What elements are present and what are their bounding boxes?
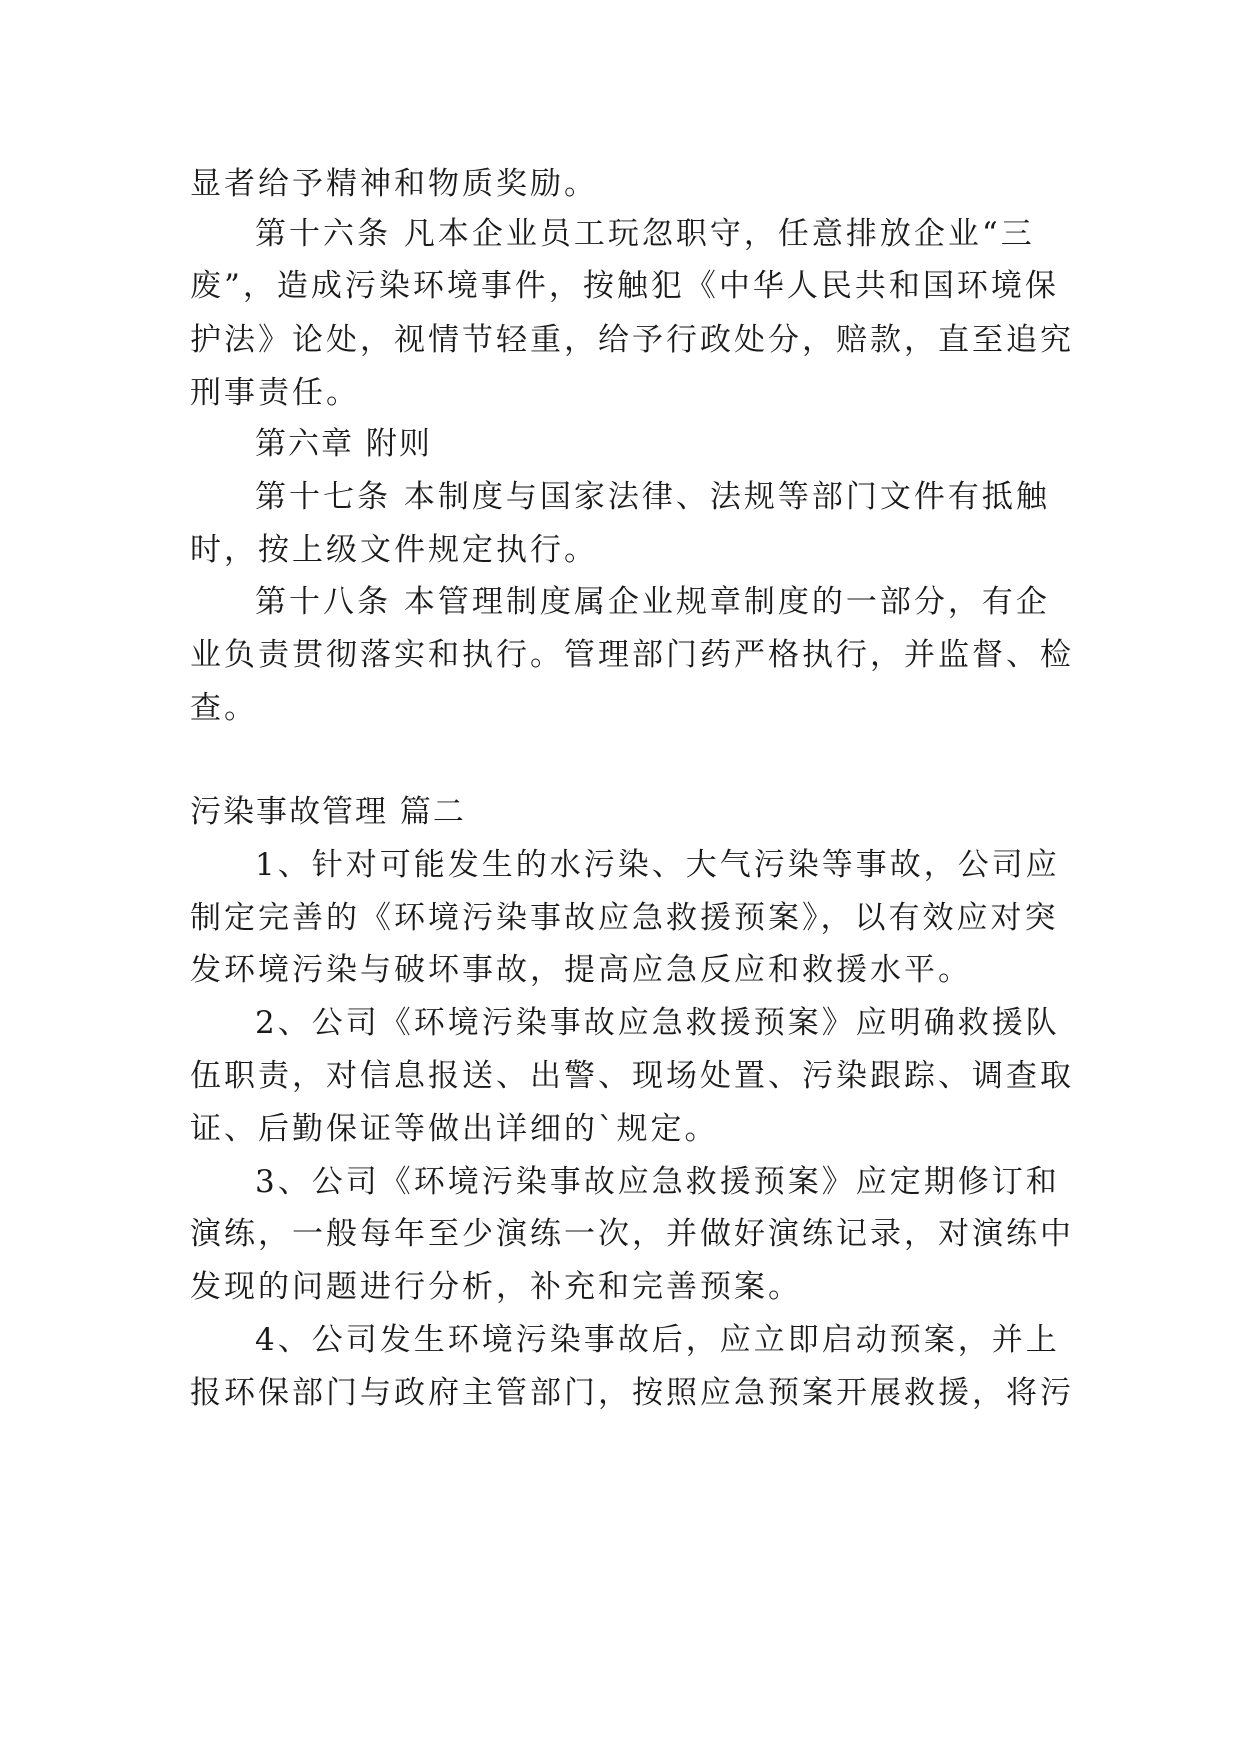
article-16-line: 第十六条 凡本企业员工玩忽职守，任意排放企业“三 (255, 216, 1035, 252)
chapter-heading: 第六章 附则 (255, 426, 432, 462)
item-2-line: 2、公司《环境污染事故应急救援预案》应明确救援队 (255, 1005, 1060, 1041)
text-line: 业负责贯彻落实和执行。管理部门药严格执行，并监督、检 (190, 637, 1074, 673)
article-17-line: 第十七条 本制度与国家法律、法规等部门文件有抵触 (255, 479, 1050, 515)
text-line: 显者给予精神和物质奖励。 (190, 166, 598, 202)
text-line: 发环境污染与破坏事故，提高应急反应和救援水平。 (190, 952, 972, 988)
text-line: 时，按上级文件规定执行。 (190, 532, 598, 568)
article-18-line: 第十八条 本管理制度属企业规章制度的一部分，有企 (255, 584, 1050, 620)
text-line: 制定完善的《环境污染事故应急救援预案》，以有效应对突 (190, 900, 1059, 936)
section-title: 污染事故管理 篇二 (190, 794, 466, 830)
text-line: 发现的问题进行分析，补充和完善预案。 (190, 1269, 802, 1305)
text-line: 证、后勤保证等做出详细的`规定。 (190, 1111, 719, 1147)
text-line: 废”，造成污染环境事件，按触犯《中华人民共和国环境保 (190, 268, 1059, 304)
text-line: 护法》论处，视情节轻重，给予行政处分，赔款，直至追究 (190, 322, 1074, 358)
text-line: 报环保部门与政府主管部门，按照应急预案开展救援，将污 (190, 1375, 1074, 1411)
item-4-line: 4、公司发生环境污染事故后，应立即启动预案，并上 (255, 1322, 1060, 1358)
text-line: 伍职责，对信息报送、出警、现场处置、污染跟踪、调查取 (190, 1058, 1074, 1094)
text-line: 刑事责任。 (190, 375, 360, 411)
item-3-line: 3、公司《环境污染事故应急救援预案》应定期修订和 (255, 1164, 1060, 1200)
text-line: 演练，一般每年至少演练一次，并做好演练记录，对演练中 (190, 1216, 1074, 1252)
item-1-line: 1、针对可能发生的水污染、大气污染等事故，公司应 (255, 847, 1060, 883)
text-line: 查。 (190, 690, 258, 726)
